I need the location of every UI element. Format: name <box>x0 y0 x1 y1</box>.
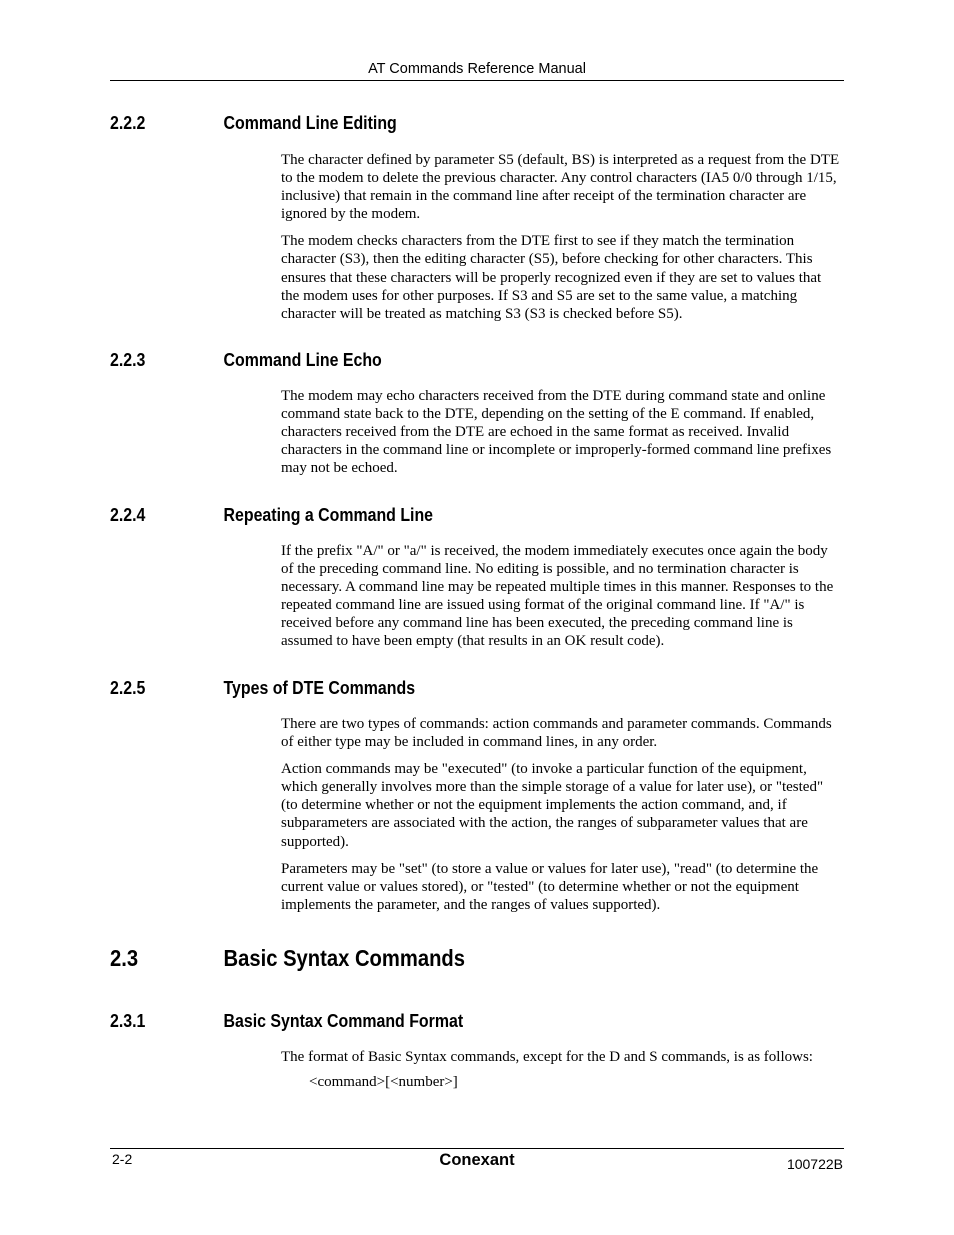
paragraph: The modem checks characters from the DTE first to see if they match the termination character (S3), then the editing character (S5), before checking for other characters. This ensures that these characters will be properly recognized even if they are set to values that the modem uses for other purposes. If S3 and S5 are set to the same value, a matching character will be treated as matching S3 (S3 is checked before S5). <box>281 233 822 322</box>
section-heading-2-2-2 <box>110 112 397 134</box>
paragraph: Parameters may be "set" (to store a value or values for later use), "read" (to determine the current value or values stored), or "tested" (to determine whether or not the equipment implements the parameter, and the ranges of values supported). <box>281 860 819 913</box>
section-title: Command Line Echo <box>223 349 382 370</box>
section-body-2-2-2 <box>281 151 843 332</box>
section-body-2-3-1 <box>281 1048 843 1075</box>
page-number: 2-2 <box>112 1151 133 1167</box>
section-body-2-2-3 <box>281 387 843 486</box>
footer-rule <box>110 1148 844 1149</box>
section-title: Command Line Editing <box>223 112 397 133</box>
paragraph: Action commands may be "executed" (to invoke a particular function of the equipment, which generally involves more than the simple storage of a value for later use), or "tested" (to determine whether or not the equipment implements the action command, and, if subparameters are associated with the action, the ranges of subparameter values that are supported). <box>281 761 824 850</box>
company-name: Conexant <box>439 1151 515 1169</box>
header-rule <box>110 80 844 81</box>
section-title: Basic Syntax Command Format <box>223 1010 464 1031</box>
section-body-2-2-5 <box>281 715 843 923</box>
section-title: Basic Syntax Commands <box>223 945 466 971</box>
document-number: 100722B <box>786 1156 843 1172</box>
section-number: 2.3 <box>110 945 139 971</box>
paragraph: The character defined by parameter S5 (default, BS) is interpreted as a request from the DTE to the modem to delete the previous character. Any control characters (IA5 0/0 through 1/15, inclusive) that remain in the command line after receipt of the termination character are ignored by the modem. <box>281 152 840 223</box>
section-heading-2-2-3 <box>110 349 382 371</box>
section-number: 2.2.5 <box>110 677 146 698</box>
section-number: 2.3.1 <box>110 1010 146 1031</box>
section-heading-2-2-4 <box>110 504 433 526</box>
section-number: 2.2.4 <box>110 504 146 525</box>
paragraph: There are two types of commands: action commands and parameter commands. Commands of either type may be included in command lines, in any order. <box>281 716 832 751</box>
section-heading-2-3-1 <box>110 1010 463 1032</box>
section-body-2-2-4 <box>281 542 843 660</box>
section-number: 2.2.2 <box>110 112 146 133</box>
paragraph: If the prefix "A/" or "a/" is received, the modem immediately executes once again the body of the preceding command line. No editing is possible, and no termination character is necessary. A command line may be repeated multiple times in this manner. Responses to the repeated command line are issued using format of the original command line. If "A/" is received before any command line has been executed, the preceding command line is assumed to have been empty (that results in an OK result code). <box>281 543 834 650</box>
section-title: Types of DTE Commands <box>223 677 416 698</box>
syntax-example: <command>[<number>] <box>309 1074 458 1090</box>
paragraph: The modem may echo characters received from the DTE during command state and online command state back to the DTE, depending on the setting of the E command. If enabled, characters received from the DTE are echoed in the same format as received. Invalid characters in the command line or incomplete or improperly-formed command line prefixes may not be echoed. <box>281 388 832 477</box>
paragraph: The format of Basic Syntax commands, except for the D and S commands, is as follows: <box>281 1049 813 1065</box>
section-heading-2-2-5 <box>110 677 415 699</box>
section-heading-2-3 <box>110 945 465 972</box>
section-number: 2.2.3 <box>110 349 146 370</box>
section-title: Repeating a Command Line <box>223 504 434 525</box>
page-header: AT Commands Reference Manual <box>368 61 586 77</box>
